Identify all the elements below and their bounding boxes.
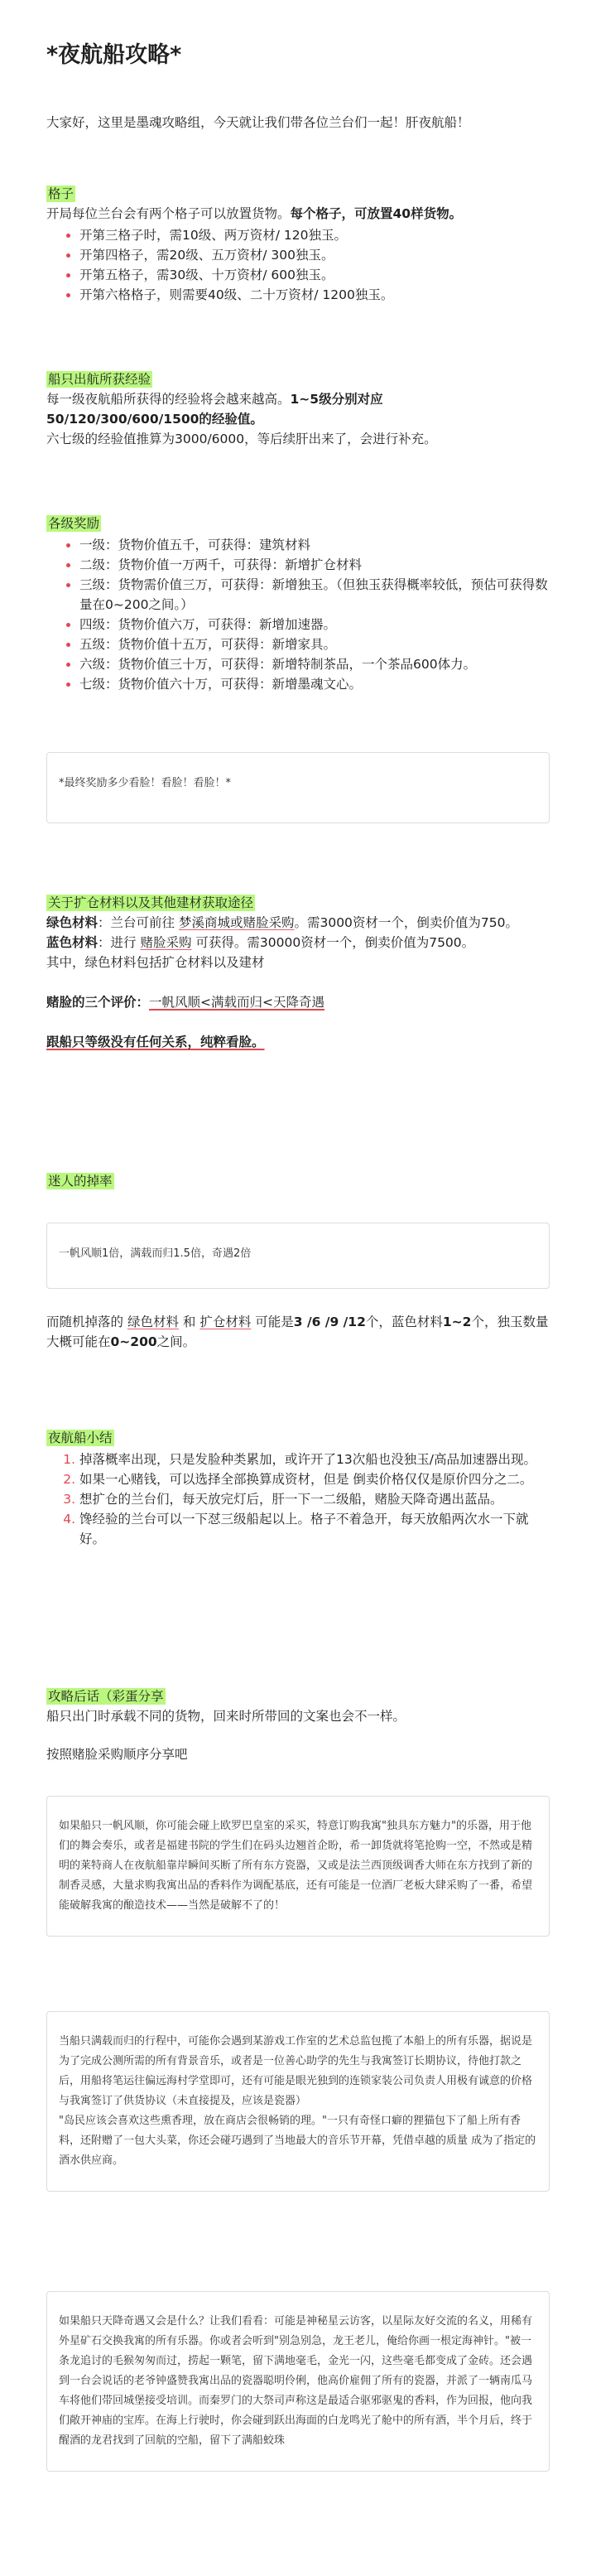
drops-nums: 3 /6 /9 /12 [293,1315,366,1329]
intro-text: 大家好，这里是墨魂攻略组，今天就让我们带各位兰台们一起！肝夜航船！ [46,115,470,130]
quote-box-3 [46,2291,550,2472]
exp-line1-bold: 1~5级分别对应 [290,392,383,407]
drops-heading: 迷人的掉率 [48,1174,113,1189]
list-item: • 开第六格格子，则需要40级、二十万资材/ 1200独玉。 [79,285,550,305]
quote-box-2 [46,2011,550,2192]
rewards-note: *最终奖励多少看脸！看脸！看脸！* [59,777,232,789]
exp-line3: 六七级的经验值推算为3000/6000，等后续肝出来了，会进行补充。 [46,432,437,446]
list-item: • 一级：货物价值五千，可获得：建筑材料 [79,535,550,555]
rewards-section [46,514,550,694]
drops-text-b: 和 [178,1315,200,1329]
blue-text-a: ：进行 [98,935,141,950]
list-item: 4. 馋经验的兰台可以一下怼三级船起以上。格子不着急开，每天放船两次水一下就好。 [79,1509,550,1549]
afterword-line1: 船只出门时承载不同的货物，回来时所带回的文案也会不一样。 [46,1709,406,1724]
exp-line2: 50/120/300/600/1500的经验值。 [46,412,263,427]
summary-section [46,1428,550,1549]
drops-box-text: 一帆风顺1倍，满载而归1.5倍，奇遇2倍 [59,1247,252,1260]
list-item: • 开第三格子时，需10级、两万资材/ 120独玉。 [79,225,550,245]
list-item: • 二级：货物价值一万两千，可获得：新增扩仓材料 [79,555,550,575]
drops-text-c: 可能是 [251,1315,294,1329]
drops-text-f: 之间。 [156,1334,196,1349]
blue-link[interactable]: 赌脸采购 [140,935,192,950]
grid-section [46,184,550,305]
rewards-note-box [46,752,550,823]
page-title: *夜航船攻略* [46,42,182,68]
drops-box [46,1223,550,1289]
drops-text-a: 而随机掉落的 [46,1315,127,1329]
drops-text-block [46,1312,550,1352]
quote-box-1 [46,1796,550,1937]
drops-text-e: 个，独玉数量大概可能在 [46,1315,549,1349]
list-item: • 开第四格子，需20级、五万资材/ 300独玉。 [79,245,550,265]
summary-list [46,1450,550,1549]
drops-blue-num: 1~2 [442,1315,472,1329]
grid-list [46,225,550,305]
quote-3: 如果船只天降奇遇又会是什么？让我们看看：可能是神秘星云访客，以星际友好交流的名义，用稀有外星矿石交换我寓的所有乐器。你或者会听到"别急别急，龙王老儿，俺给你画一根定海神针。"被一条龙追讨的毛猴匆匆而过，捞起一颗笔，留下满地毫毛，金光一闪，这些毫毛都变成了金砖。还会遇到一台会说话的老爷钟盛赞我寓出品的瓷器聪明伶俐，他高价雇佣了所有的瓷器，并派了一辆南瓜马车将他们带回城堡接受培训。而秦罗门的大祭司声称这是最适合驱邪驱鬼的香料，作为回报，他向我们敞开神庙的宝库。在海上行驶时，你会碰到跃出海面的白龙鸣光了舱中的所有酒，半个月后，终于醒酒的龙君找到了回航的空船，留下了满船蛟珠 [59,2315,533,2447]
materials-section [46,893,550,1052]
list-item: 1. 掉落概率出现，只是发脸种类累加，或许开了13次船也没独玉/高品加速器出现。 [79,1450,550,1469]
rewards-list [46,535,550,694]
drops-text-d: 个，蓝色材料 [365,1315,443,1329]
list-item: • 七级：货物价值六十万，可获得：新增墨魂文心。 [79,674,550,694]
summary-heading: 夜航船小结 [48,1430,113,1445]
drops-ext: 扩仓材料 [199,1315,252,1329]
blue-label: 蓝色材料 [46,935,99,950]
grid-desc: 开局每位兰台会有两个格子可以放置货物。 [46,206,291,221]
afterword-section [46,1686,550,1764]
drops-jade: 0~200 [110,1334,157,1349]
green-link[interactable]: 梦溪商城或赌脸采购 [178,915,295,930]
rewards-heading: 各级奖励 [48,516,100,531]
list-item: • 六级：货物价值三十万，可获得：新增特制茶品，一个茶品600体力。 [79,654,550,674]
exp-line1: 每一级夜航船所获得的经验将会越来越高。 [46,392,291,407]
rating-text: 一帆风顺<满载而归<天降奇遇 [149,995,324,1010]
list-item: • 三级：货物需价值三万，可获得：新增独玉。（但独玉获得概率较低，预估可获得数量在0~200之间。） [79,575,550,615]
rating-label: 赌脸的三个评价： [46,995,150,1010]
materials-heading: 关于扩仓材料以及其他建材获取途径 [48,895,254,910]
drops-green: 绿色材料 [127,1315,179,1329]
green-text-b: 。需3000资材一个，倒卖价值为750。 [294,915,519,930]
drops-section [46,1171,550,1191]
afterword-line2: 按照赌脸采购顺序分享吧 [46,1747,188,1762]
afterword-heading: 攻略后话（彩蛋分享 [48,1689,164,1704]
grid-desc-bold: 每个格子，可放置40样货物。 [290,206,463,221]
grid-heading: 格子 [48,186,74,201]
list-item: • 四级：货物价值六万，可获得：新增加速器。 [79,615,550,634]
list-item: • 开第五格子，需30级、十万资材/ 600独玉。 [79,265,550,285]
level-note: 跟船只等级没有任何关系，纯粹看脸。 [46,1035,265,1049]
quote-2a: 当船只满载而归的行程中，可能你会遇到某游戏工作室的艺术总监包揽了本船上的所有乐器，据说是为了完成公测所需的所有背景音乐，或者是一位善心助学的先生与我寓签订长期协议，待他打款之后，用船将笔运往偏远海村学堂即可，还有可能是眼光独到的连锁家装公司负责人用极有诚意的价格与我寓签订了供货协议（未直接提及，应该是瓷器） [59,2035,533,2107]
green-label: 绿色材料 [46,915,99,930]
exp-section [46,369,550,449]
intro-section [46,113,550,133]
green-text-a: ：兰台可前往 [98,915,179,930]
quote-1: 如果船只一帆风顺，你可能会碰上欧罗巴皇室的采买，特意订购我寓"独具东方魅力"的乐器，用于他们的舞会奏乐，或者是福建书院的学生们在码头边翘首企盼，希一卸货就将笔抢购一空，不然或是精明的莱特商人在夜航船靠岸瞬间买断了所有东方瓷器，又或是法兰西顶级调香大师在东方找到了新的制香灵感，大量求购我寓出品的香料作为调配基底，还有可能是一位酒厂老板大肆采购了一番，希望能破解我寓的酿造技术——当然是破解不了的！ [59,1820,533,1912]
materials-note: 其中，绿色材料包括扩仓材料以及建材 [46,955,265,970]
list-item: 2. 如果一心赌钱，可以选择全部换算成资材，但是 倒卖价格仅仅是原价四分之二。 [79,1469,550,1489]
list-item: • 五级：货物价值十五万，可获得：新增家具。 [79,634,550,654]
blue-text-b: 可获得。需30000资材一个，倒卖价值为7500。 [191,935,475,950]
list-item: 3. 想扩仓的兰台们，每天放完灯后，肝一下一二级船，赌脸天降奇遇出蓝品。 [79,1489,550,1509]
exp-heading: 船只出航所获经验 [48,372,151,387]
quote-2b: "岛民应该会喜欢这些熏香理，放在商店会很畅销的理。"一只有奇怪口癖的狸猫包下了船上所有香料，还附赠了一包大头菜，你还会碰巧遇到了当地最大的音乐节开幕，凭借卓越的质量 成为了指定的酒水供应商。 [59,2115,536,2167]
